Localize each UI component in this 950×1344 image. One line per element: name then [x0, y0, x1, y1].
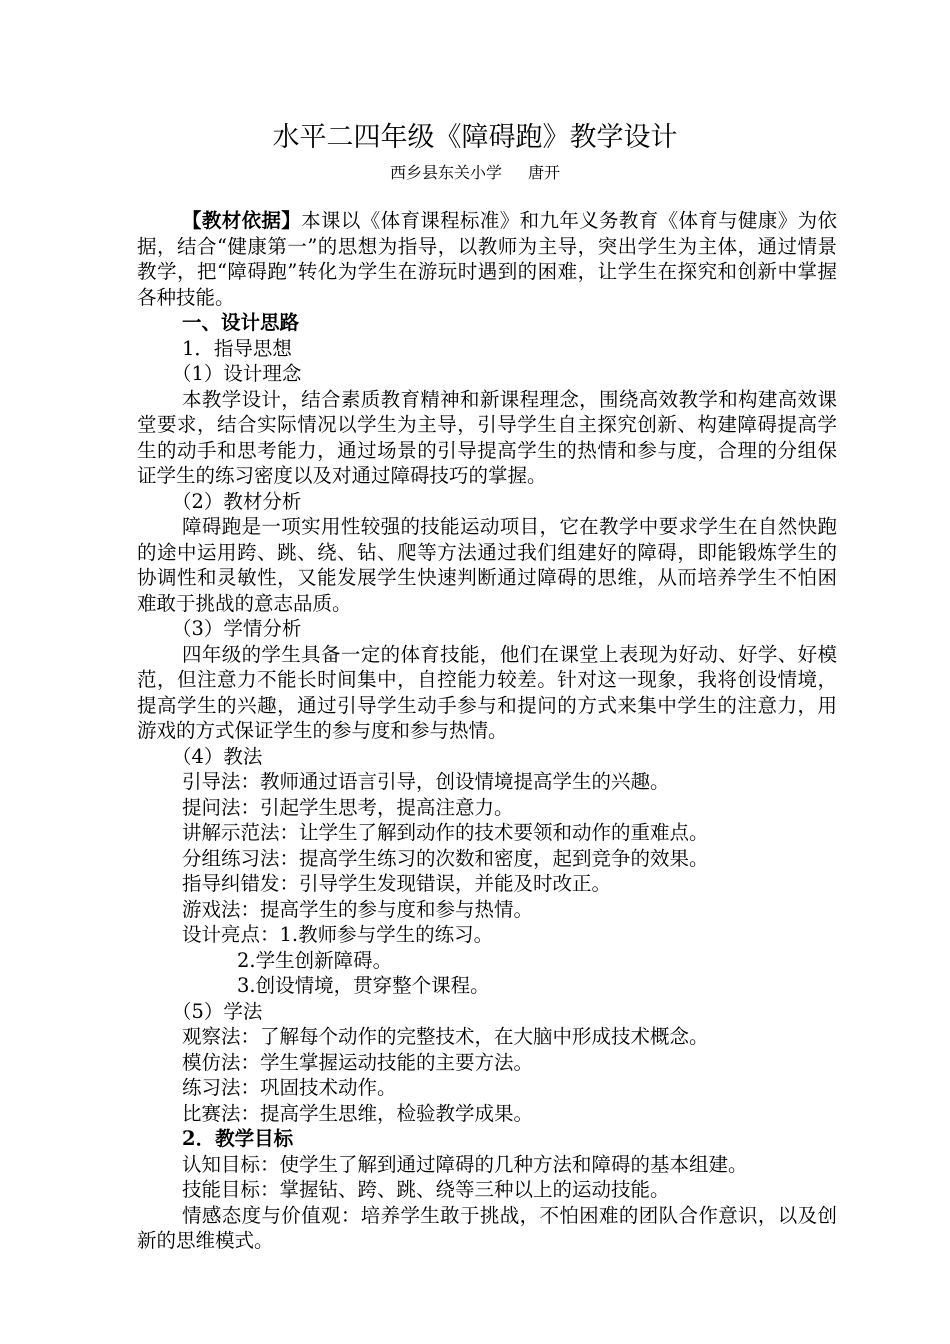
- heading-student-analysis: （3）学情分析: [172, 617, 302, 640]
- page-title: 水平二四年级《障碍跑》教学设计: [272, 122, 678, 153]
- heading-material-analysis: （2）教材分析: [172, 489, 302, 513]
- basis-text: 本课以《体育课程标准》和九年义务教育《体育与健康》为依据，结合“健康第一”的思想为指导，以教师为主导，突出学生为主体，通过情景教学，把“障碍跑”转化为学生在游玩时遇到的困难，让学生在探究和创新中掌握各种技能。: [137, 209, 837, 309]
- learning-item: 模仿法：学生掌握运动技能的主要方法。: [182, 1050, 534, 1074]
- heading-learning-methods: （5）学法: [172, 999, 263, 1023]
- school-name: 西乡县东关小学: [389, 163, 502, 182]
- author-name: 唐开: [528, 163, 561, 182]
- heading-design-concept: （1）设计理念: [172, 362, 302, 385]
- method-item: 游戏法：提高学生的参与度和参与热情。: [182, 897, 534, 921]
- section-heading-design: 一、设计思路: [182, 311, 300, 334]
- learning-item: 练习法：巩固技术动作。: [182, 1076, 397, 1099]
- method-item: 讲解示范法：让学生了解到动作的技术要领和动作的重难点。: [182, 821, 709, 844]
- method-item: 指导纠错发：引导学生发现错误，并能及时改正。: [182, 872, 612, 895]
- learning-item: 观察法：了解每个动作的完整技术，在大脑中形成技术概念。: [182, 1025, 709, 1048]
- author-line: [0, 160, 950, 186]
- document-body: [137, 208, 837, 1254]
- goal-item: 情感态度与价值观：培养学生敢于挑战，不怕困难的团队合作意识，以及创新的思维模式。: [137, 1203, 837, 1252]
- basis-paragraph: [137, 208, 837, 310]
- paragraph-design-concept: 本教学设计，结合素质教育精神和新课程理念，围绕高效教学和构建高效课堂要求，结合实际情况以学生为主导，引导学生自主探究创新、构建障碍提高学生的动手和思考能力，通过场景的引导提高学生的热情和参与度，合理的分组保证学生的练习密度以及对通过障碍技巧的掌握。: [137, 387, 837, 487]
- paragraph-material-analysis: 障碍跑是一项实用性较强的技能运动项目，它在教学中要求学生在自然快跑的途中运用跨、跳、绕、钻、爬等方法通过我们组建好的障碍，即能锻炼学生的协调性和灵敏性，又能发展学生快速判断通过障碍的思维，从而培养学生不怕困难敢于挑战的意志品质。: [137, 515, 837, 615]
- method-item: 提问法：引起学生思考，提高注意力。: [182, 795, 514, 819]
- highlight-item: 设计亮点：1.教师参与学生的练习。: [182, 923, 494, 946]
- basis-label: 【教材依据】: [182, 209, 302, 232]
- highlight-item: 3.创设情境，贯穿整个课程。: [237, 974, 490, 997]
- goal-item: 认知目标：使学生了解到通过障碍的几种方法和障碍的基本组建。: [182, 1152, 748, 1176]
- paragraph-student-analysis: 四年级的学生具备一定的体育技能，他们在课堂上表现为好动、好学、好模范，但注意力不能长时间集中，自控能力较差。针对这一现象，我将创设情境，提高学生的兴趣，通过引导学生动手参与和提问的方式来集中学生的注意力，用游戏的方式保证学生的参与度和参与热情。: [137, 642, 837, 742]
- section-heading-goals: 2．教学目标: [182, 1127, 294, 1150]
- learning-item: 比赛法：提高学生思维，检验教学成果。: [182, 1101, 534, 1125]
- subheading-guiding-thought: 1．指导思想: [182, 336, 292, 360]
- highlight-item: 2.学生创新障碍。: [237, 948, 393, 972]
- method-item: 引导法：教师通过语言引导，创设情境提高学生的兴趣。: [182, 770, 670, 793]
- method-item: 分组练习法：提高学生练习的次数和密度，起到竞争的效果。: [182, 846, 709, 870]
- goal-item: 技能目标：掌握钻、跨、跳、绕等三种以上的运动技能。: [182, 1178, 670, 1201]
- heading-teaching-methods: （4）教法: [172, 744, 263, 768]
